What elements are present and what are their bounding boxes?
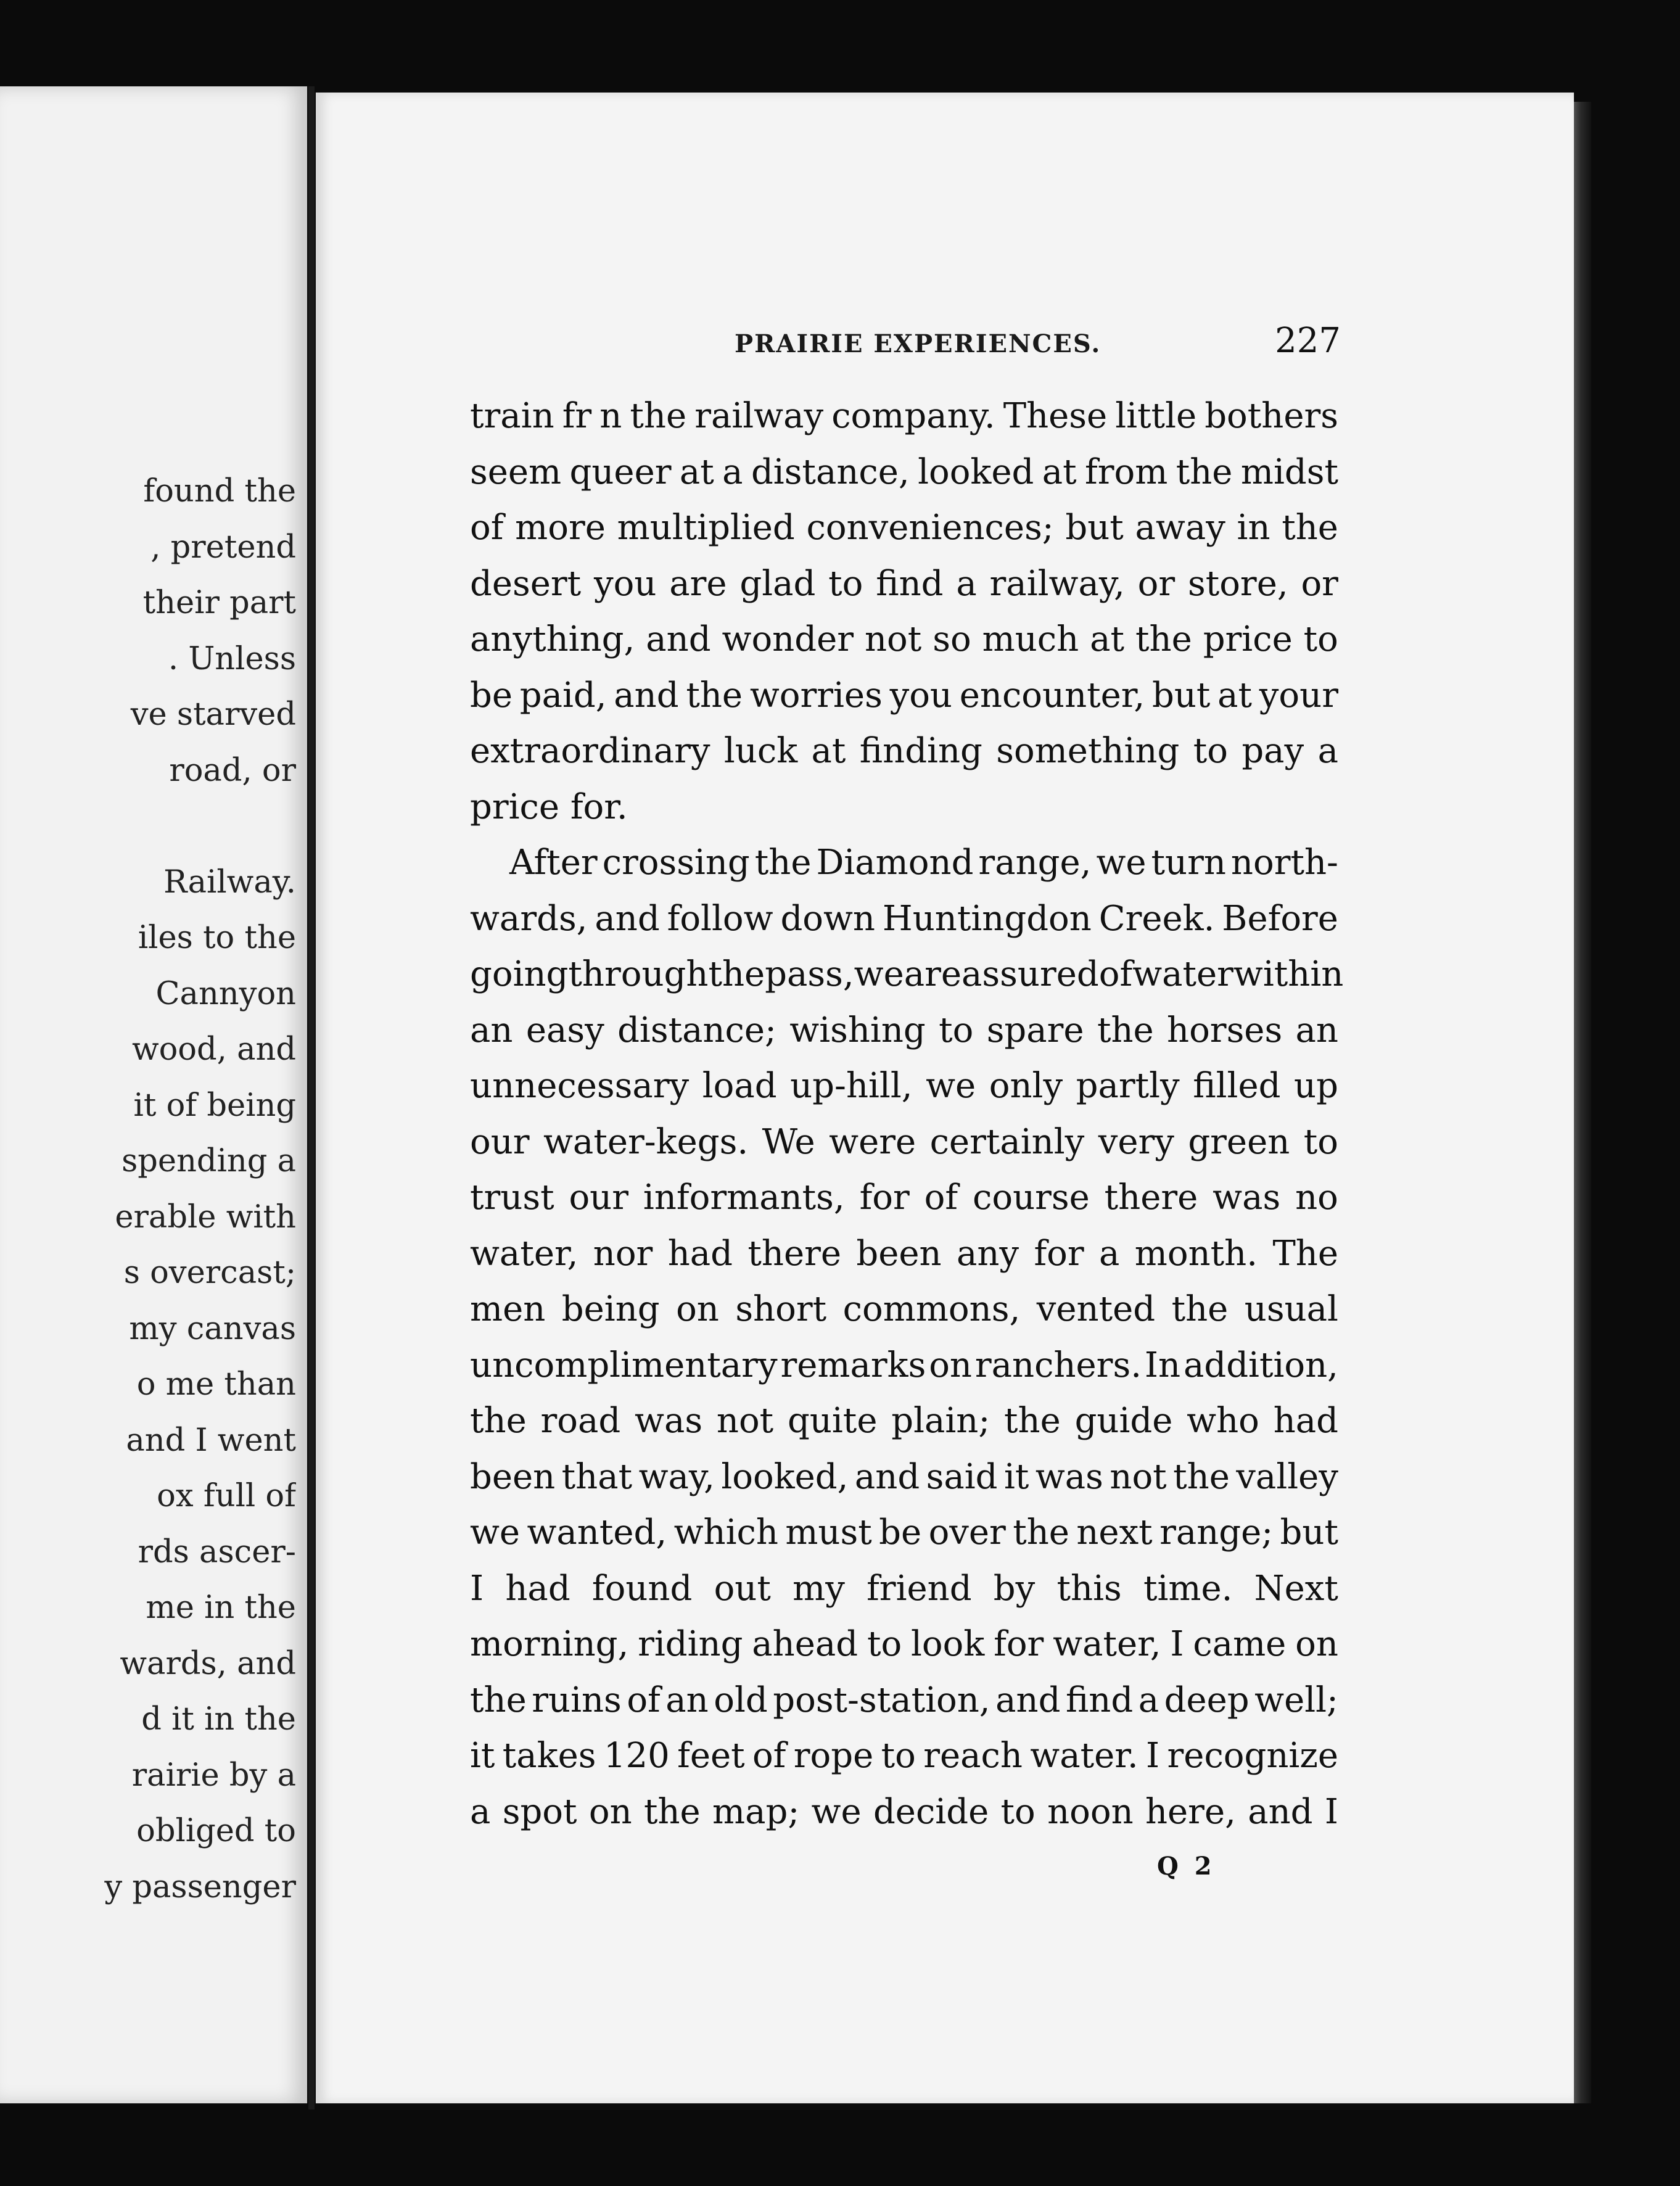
word: to bbox=[828, 563, 863, 604]
word: follow bbox=[667, 898, 773, 939]
left-page-line: Railway. bbox=[163, 864, 296, 901]
word: spare bbox=[986, 1010, 1084, 1050]
word: recognize bbox=[1167, 1736, 1338, 1776]
word: takes bbox=[502, 1736, 596, 1776]
word: had bbox=[505, 1568, 570, 1609]
word: we bbox=[1096, 843, 1147, 883]
text-line bbox=[470, 1673, 1338, 1729]
word: the bbox=[1282, 508, 1338, 548]
running-title: PRAIRIE EXPERIENCES. bbox=[735, 329, 1101, 358]
left-page-line: road, or bbox=[169, 752, 296, 789]
left-page-line: wards, and bbox=[120, 1645, 296, 1682]
left-page-line: , pretend bbox=[150, 529, 296, 566]
word: my bbox=[793, 1568, 845, 1609]
word: our bbox=[569, 1178, 629, 1218]
word: we bbox=[854, 954, 904, 994]
word: of bbox=[752, 1736, 786, 1776]
text-line bbox=[470, 445, 1338, 501]
word: nor bbox=[593, 1233, 653, 1274]
word: I bbox=[1146, 1736, 1160, 1776]
word: up bbox=[1294, 1066, 1338, 1106]
word: the bbox=[470, 1680, 527, 1720]
word: much bbox=[982, 619, 1079, 659]
word: had bbox=[1273, 1401, 1338, 1441]
word: paid, bbox=[519, 675, 607, 716]
word: to bbox=[881, 1736, 916, 1776]
word: Creek. bbox=[1098, 898, 1215, 939]
left-page-line: my canvas bbox=[129, 1310, 296, 1347]
word: been bbox=[856, 1233, 942, 1274]
word: rope bbox=[793, 1736, 874, 1776]
left-page-line: wood, and bbox=[131, 1031, 296, 1068]
word: We bbox=[762, 1121, 815, 1162]
word: finding bbox=[859, 731, 982, 771]
word: looked bbox=[918, 452, 1034, 492]
word: water, bbox=[1053, 1624, 1161, 1664]
word: away bbox=[1135, 508, 1225, 548]
word: water. bbox=[1030, 1736, 1139, 1776]
text-line bbox=[470, 1115, 1338, 1171]
word: course bbox=[973, 1178, 1090, 1218]
left-page-line: obliged to bbox=[136, 1813, 296, 1849]
word: a bbox=[1099, 1233, 1120, 1274]
word: who bbox=[1187, 1401, 1259, 1441]
word: seem bbox=[470, 452, 562, 492]
left-page-line: y passenger bbox=[104, 1868, 296, 1905]
text-line bbox=[470, 1450, 1338, 1506]
word: to bbox=[1193, 731, 1228, 771]
word: guide bbox=[1074, 1401, 1173, 1441]
word: no bbox=[1295, 1178, 1338, 1218]
word: from bbox=[1085, 452, 1168, 492]
word: certainly bbox=[929, 1121, 1085, 1162]
word: green bbox=[1188, 1121, 1290, 1162]
word: time. bbox=[1143, 1568, 1233, 1609]
word: horses bbox=[1167, 1010, 1283, 1050]
word: and bbox=[595, 898, 660, 939]
word: crossing bbox=[602, 843, 750, 883]
word: In bbox=[1144, 1345, 1181, 1385]
word: an bbox=[470, 1010, 513, 1050]
word: our bbox=[470, 1121, 530, 1162]
word: not bbox=[864, 619, 922, 659]
word: water-kegs. bbox=[543, 1121, 749, 1162]
body-text bbox=[470, 389, 1344, 1840]
word: said bbox=[926, 1456, 998, 1497]
word: at bbox=[1042, 452, 1077, 492]
word: assured bbox=[961, 954, 1099, 994]
word: valley bbox=[1236, 1456, 1338, 1497]
word: in bbox=[1237, 508, 1270, 548]
word: an bbox=[1295, 1010, 1338, 1050]
word: find bbox=[1065, 1680, 1134, 1720]
left-page-line: it of being bbox=[133, 1087, 296, 1124]
text-line bbox=[470, 556, 1338, 612]
word: to bbox=[867, 1624, 902, 1664]
word: down bbox=[780, 898, 875, 939]
word: the bbox=[643, 1791, 701, 1832]
text-line bbox=[470, 1561, 1338, 1617]
word: you bbox=[889, 675, 952, 716]
word: anything, bbox=[470, 619, 635, 659]
text-line bbox=[470, 835, 1338, 891]
word: something bbox=[996, 731, 1180, 771]
text-line bbox=[470, 612, 1338, 668]
word: distance; bbox=[617, 1010, 776, 1050]
word: worries bbox=[749, 675, 883, 716]
word: at bbox=[811, 731, 846, 771]
word: the bbox=[1176, 452, 1233, 492]
word: easy bbox=[525, 1010, 604, 1050]
word: to bbox=[1303, 1121, 1338, 1162]
word: be bbox=[879, 1512, 922, 1553]
left-page-line: erable with bbox=[115, 1198, 296, 1235]
text-line bbox=[470, 1728, 1338, 1784]
word: there bbox=[747, 1233, 842, 1274]
word: Next bbox=[1254, 1568, 1338, 1609]
text-line bbox=[470, 500, 1338, 556]
word: After bbox=[509, 843, 598, 883]
word: pass, bbox=[765, 954, 854, 994]
word: the bbox=[754, 843, 812, 883]
word: to bbox=[939, 1010, 974, 1050]
word: we bbox=[926, 1066, 976, 1106]
left-page-line: ve starved bbox=[130, 696, 296, 733]
text-line bbox=[470, 1170, 1338, 1226]
page-header bbox=[417, 321, 1341, 364]
word: the bbox=[1004, 1401, 1061, 1441]
word: of bbox=[470, 508, 504, 548]
word: glad bbox=[739, 563, 816, 604]
word: map; bbox=[712, 1791, 800, 1832]
word: we bbox=[811, 1791, 862, 1832]
word: company. bbox=[831, 396, 995, 436]
word: informants, bbox=[643, 1178, 845, 1218]
word: Huntingdon bbox=[882, 898, 1092, 939]
word: wards, bbox=[470, 898, 588, 939]
word: but bbox=[1151, 675, 1211, 716]
word: well; bbox=[1254, 1680, 1338, 1720]
word: ruins bbox=[532, 1680, 622, 1720]
word: are bbox=[904, 954, 962, 994]
word: was bbox=[1213, 1178, 1281, 1218]
word: water bbox=[1132, 954, 1233, 994]
left-page-line: and I went bbox=[126, 1422, 296, 1459]
word: spot bbox=[502, 1791, 577, 1832]
word: wanted, bbox=[527, 1512, 667, 1553]
text-line bbox=[470, 1282, 1338, 1338]
word: at bbox=[679, 452, 714, 492]
word: very bbox=[1098, 1121, 1174, 1162]
word: and bbox=[646, 619, 711, 659]
left-page-line: found the bbox=[143, 473, 296, 509]
word: pay bbox=[1241, 731, 1304, 771]
word: the bbox=[630, 396, 687, 436]
text-line bbox=[470, 1226, 1338, 1282]
text-line bbox=[470, 1784, 1338, 1841]
word: or bbox=[1301, 563, 1338, 604]
text-line bbox=[470, 947, 1344, 1003]
left-page-line: rairie by a bbox=[131, 1757, 296, 1794]
text-line bbox=[470, 1003, 1338, 1059]
word: n bbox=[599, 396, 622, 436]
text-line bbox=[470, 1505, 1338, 1561]
left-page-line: spending a bbox=[121, 1143, 296, 1179]
word: railway bbox=[694, 396, 824, 436]
word: north- bbox=[1230, 843, 1338, 883]
word: any bbox=[956, 1233, 1019, 1274]
word: going bbox=[470, 954, 569, 994]
word: distance, bbox=[751, 452, 910, 492]
text-line bbox=[470, 1338, 1338, 1394]
word: quite bbox=[787, 1401, 878, 1441]
word: multiplied bbox=[617, 508, 795, 548]
left-page-line: o me than bbox=[136, 1366, 296, 1403]
word: commons, bbox=[842, 1289, 1021, 1329]
left-page-line: their part bbox=[142, 585, 296, 621]
word: at bbox=[1217, 675, 1253, 716]
text-line bbox=[470, 891, 1338, 947]
word: we bbox=[470, 1512, 521, 1553]
word: vented bbox=[1036, 1289, 1156, 1329]
word: out bbox=[714, 1568, 771, 1609]
word: of bbox=[627, 1680, 661, 1720]
word: for bbox=[1034, 1233, 1084, 1274]
word: fr bbox=[562, 396, 592, 436]
word: reach bbox=[923, 1736, 1023, 1776]
left-page-line: iles to the bbox=[138, 920, 296, 956]
text-line bbox=[470, 1393, 1338, 1450]
word: the bbox=[1173, 1456, 1230, 1497]
left-page-line: d it in the bbox=[141, 1701, 296, 1738]
word: must bbox=[785, 1512, 872, 1553]
word: I bbox=[1170, 1624, 1184, 1664]
word: store, bbox=[1187, 563, 1288, 604]
word: only bbox=[989, 1066, 1063, 1106]
word: 120 bbox=[603, 1736, 670, 1776]
word: the bbox=[1171, 1289, 1229, 1329]
word: looked, bbox=[721, 1456, 849, 1497]
word: so bbox=[933, 619, 971, 659]
word: and bbox=[854, 1456, 920, 1497]
word: partly bbox=[1076, 1066, 1180, 1106]
word: morning, bbox=[470, 1624, 629, 1664]
word: a bbox=[1138, 1680, 1159, 1720]
word: was bbox=[635, 1401, 703, 1441]
word: Before bbox=[1222, 898, 1338, 939]
word: it bbox=[1003, 1456, 1029, 1497]
word: short bbox=[735, 1289, 827, 1329]
text-line bbox=[470, 724, 1338, 780]
word: on bbox=[1295, 1624, 1338, 1664]
word: train bbox=[470, 396, 554, 436]
word: month. bbox=[1134, 1233, 1258, 1274]
word: on bbox=[676, 1289, 719, 1329]
text-line: price for. bbox=[470, 786, 628, 827]
word: conveniences; bbox=[806, 508, 1054, 548]
word: the bbox=[470, 1401, 527, 1441]
word: for bbox=[994, 1624, 1044, 1664]
word: remarks bbox=[780, 1345, 926, 1385]
word: deep bbox=[1164, 1680, 1250, 1720]
word: for bbox=[859, 1178, 910, 1218]
word: or bbox=[1137, 563, 1176, 604]
word: to bbox=[1303, 619, 1338, 659]
word: your bbox=[1259, 675, 1338, 716]
word: usual bbox=[1244, 1289, 1338, 1329]
word: be bbox=[470, 675, 513, 716]
word: the bbox=[686, 675, 743, 716]
word: I bbox=[470, 1568, 484, 1609]
word: were bbox=[829, 1121, 916, 1162]
word: turn bbox=[1151, 843, 1226, 883]
word: up-hill, bbox=[790, 1066, 913, 1106]
word: a bbox=[722, 452, 743, 492]
word: look bbox=[911, 1624, 985, 1664]
word: the bbox=[1097, 1010, 1154, 1050]
word: addition, bbox=[1183, 1345, 1338, 1385]
word: plain; bbox=[891, 1401, 990, 1441]
word: encounter, bbox=[959, 675, 1145, 716]
word: and bbox=[1248, 1791, 1313, 1832]
word: and bbox=[995, 1680, 1061, 1720]
word: the bbox=[708, 954, 765, 994]
word: it bbox=[470, 1736, 495, 1776]
word: ranchers. bbox=[974, 1345, 1142, 1385]
word: riding bbox=[638, 1624, 743, 1664]
word: here, bbox=[1145, 1791, 1236, 1832]
word: was bbox=[1035, 1456, 1103, 1497]
word: of bbox=[924, 1178, 958, 1218]
word: trust bbox=[470, 1178, 554, 1218]
word: on bbox=[588, 1791, 632, 1832]
word: a bbox=[470, 1791, 491, 1832]
word: been bbox=[470, 1456, 556, 1497]
word: range; bbox=[1159, 1512, 1274, 1553]
word: I bbox=[1324, 1791, 1338, 1832]
text-line bbox=[470, 1617, 1338, 1673]
word: through bbox=[568, 954, 709, 994]
word: not bbox=[1110, 1456, 1167, 1497]
word: queer bbox=[569, 452, 672, 492]
word: decide bbox=[873, 1791, 989, 1832]
word: old bbox=[714, 1680, 768, 1720]
word: a bbox=[956, 563, 977, 604]
word: within bbox=[1233, 954, 1344, 994]
word: load bbox=[702, 1066, 777, 1106]
word: midst bbox=[1240, 452, 1338, 492]
word: friend bbox=[867, 1568, 972, 1609]
word: more bbox=[515, 508, 606, 548]
word: little bbox=[1115, 396, 1197, 436]
word: noon bbox=[1047, 1791, 1134, 1832]
word: not bbox=[716, 1401, 774, 1441]
word: ahead bbox=[752, 1624, 859, 1664]
word: this bbox=[1056, 1568, 1122, 1609]
word: an bbox=[665, 1680, 709, 1720]
word: are bbox=[669, 563, 727, 604]
left-page-line: . Unless bbox=[168, 640, 296, 677]
word: railway, bbox=[989, 563, 1125, 604]
word: the bbox=[1013, 1512, 1069, 1553]
signature-mark: Q 2 bbox=[1157, 1852, 1216, 1881]
word: but bbox=[1280, 1512, 1338, 1553]
word: had bbox=[667, 1233, 733, 1274]
word: unnecessary bbox=[470, 1066, 690, 1106]
word: bothers bbox=[1204, 396, 1338, 436]
left-page-line: rds ascer- bbox=[138, 1533, 296, 1570]
word: over bbox=[928, 1512, 1006, 1553]
word: men bbox=[470, 1289, 546, 1329]
word: and bbox=[614, 675, 679, 716]
word: desert bbox=[470, 563, 582, 604]
word: road bbox=[540, 1401, 621, 1441]
text-line bbox=[470, 389, 1338, 445]
left-page-line: s overcast; bbox=[123, 1255, 296, 1291]
word: way, bbox=[638, 1456, 715, 1497]
word: extraordinary bbox=[470, 731, 710, 771]
left-page bbox=[0, 86, 307, 2103]
page-number: 227 bbox=[1275, 321, 1341, 361]
word: found bbox=[591, 1568, 693, 1609]
word: you bbox=[593, 563, 657, 604]
word: that bbox=[561, 1456, 633, 1497]
page-edge bbox=[1574, 102, 1591, 2103]
left-page-text bbox=[0, 464, 296, 1915]
text-line bbox=[470, 1058, 1338, 1115]
left-page-line bbox=[0, 799, 296, 855]
word: Diamond bbox=[816, 843, 974, 883]
word: filled bbox=[1193, 1066, 1281, 1106]
word: find bbox=[876, 563, 944, 604]
word: came bbox=[1193, 1624, 1287, 1664]
word: wonder bbox=[722, 619, 854, 659]
word: price bbox=[1203, 619, 1293, 659]
word: post-station, bbox=[773, 1680, 990, 1720]
word: feet bbox=[677, 1736, 745, 1776]
left-page-line: ox full of bbox=[157, 1478, 296, 1514]
word: next bbox=[1076, 1512, 1153, 1553]
word: there bbox=[1104, 1178, 1198, 1218]
word: but bbox=[1065, 508, 1124, 548]
word: luck bbox=[723, 731, 798, 771]
book-gutter bbox=[308, 86, 315, 2110]
word: on bbox=[929, 1345, 972, 1385]
word: at bbox=[1090, 619, 1125, 659]
word: by bbox=[993, 1568, 1036, 1609]
word: water, bbox=[470, 1233, 579, 1274]
word: the bbox=[1135, 619, 1192, 659]
word: to bbox=[1000, 1791, 1036, 1832]
word: a bbox=[1317, 731, 1338, 771]
word: These bbox=[1003, 396, 1108, 436]
word: wishing bbox=[789, 1010, 926, 1050]
word: being bbox=[561, 1289, 660, 1329]
word: of bbox=[1098, 954, 1133, 994]
word: which bbox=[673, 1512, 778, 1553]
text-line bbox=[470, 668, 1338, 724]
word: The bbox=[1272, 1233, 1338, 1274]
left-page-line: Cannyon bbox=[155, 975, 296, 1012]
word: range, bbox=[978, 843, 1092, 883]
word: uncomplimentary bbox=[470, 1345, 778, 1385]
left-page-line: me in the bbox=[146, 1590, 296, 1626]
